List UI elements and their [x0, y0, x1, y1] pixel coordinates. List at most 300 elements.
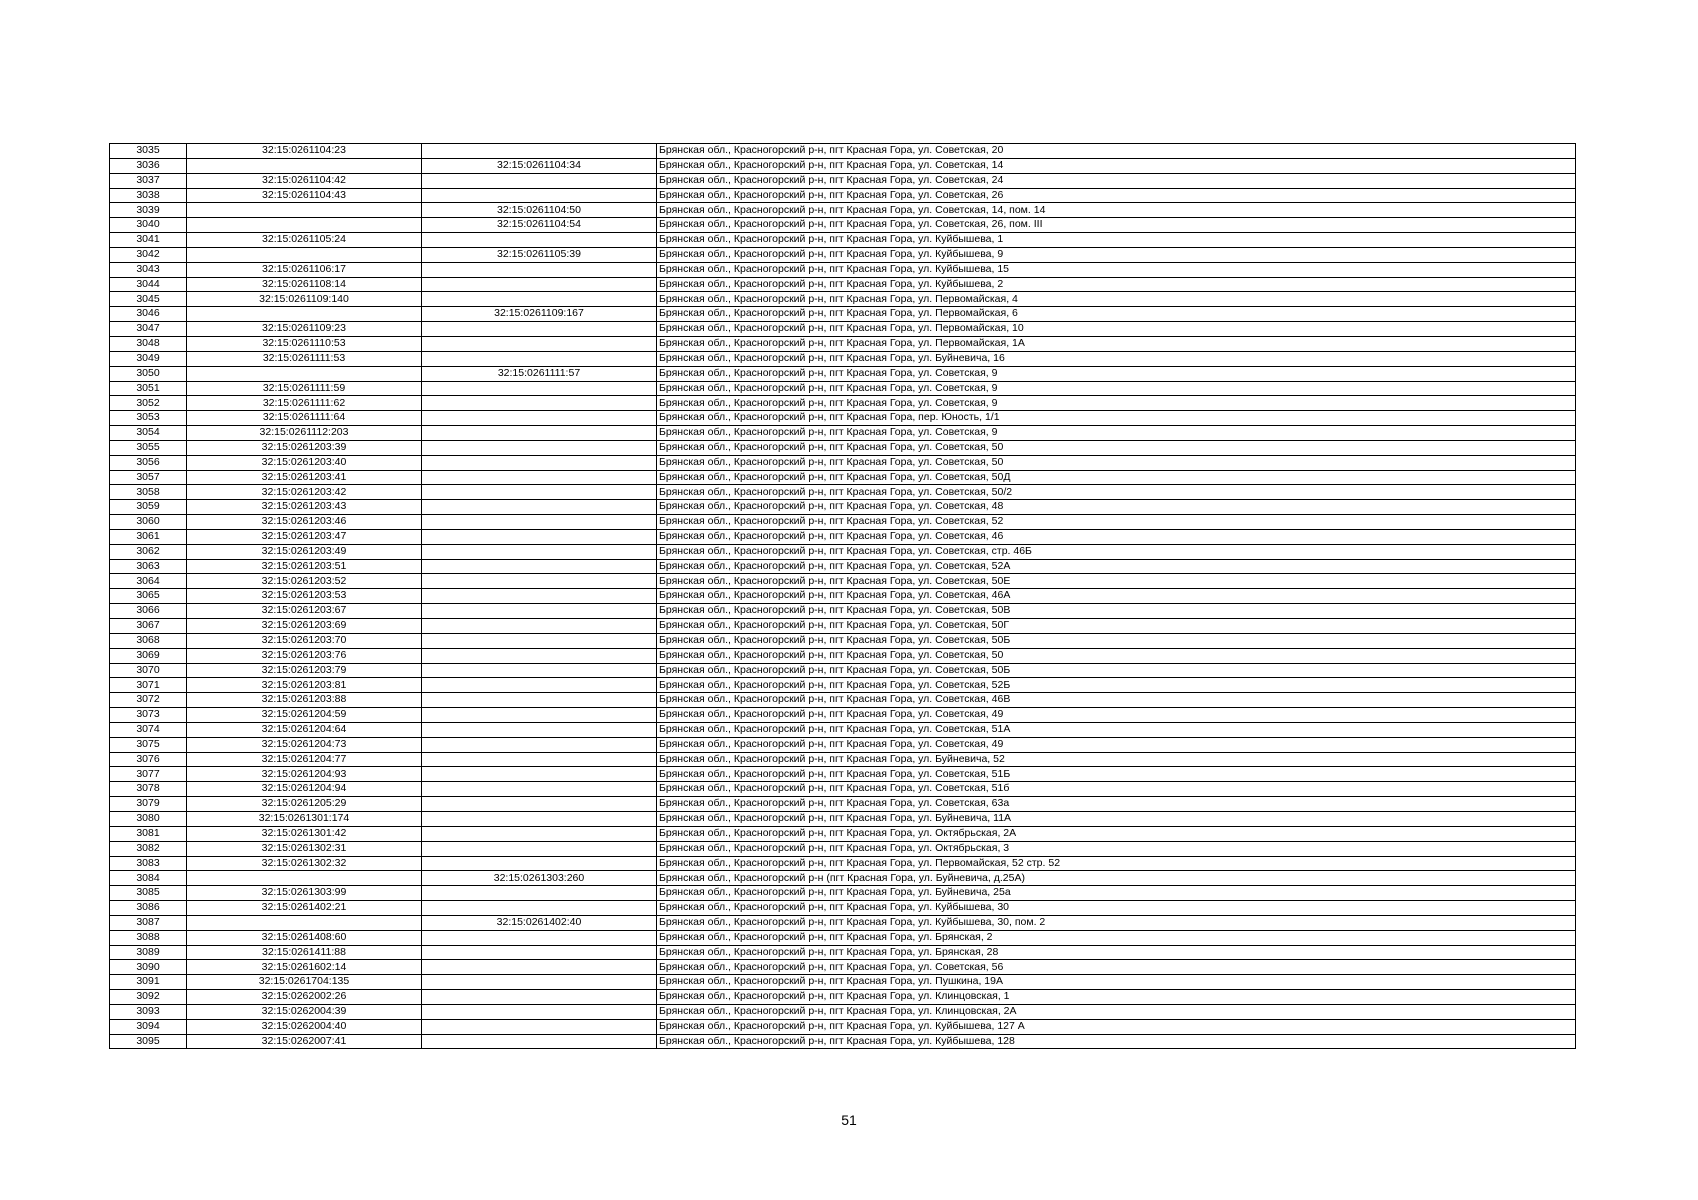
- cadastral-number-cell: 32:15:0261203:76: [187, 648, 422, 663]
- cadastral-number-building-cell: [422, 500, 657, 515]
- address-cell: Брянская обл., Красногорский р-н, пгт Красная Гора, ул. Советская, 24: [657, 173, 1576, 188]
- cadastral-number-cell: 32:15:0261111:64: [187, 411, 422, 426]
- cadastral-number-building-cell: [422, 1019, 657, 1034]
- cadastral-number-cell: 32:15:0261602:14: [187, 960, 422, 975]
- table-row: [110, 381, 1576, 396]
- row-number-cell: 3083: [110, 856, 187, 871]
- cadastral-number-cell: 32:15:0261112:203: [187, 426, 422, 441]
- table-row: [110, 1034, 1576, 1049]
- cadastral-number-cell: 32:15:0261108:14: [187, 277, 422, 292]
- cadastral-number-building-cell: [422, 663, 657, 678]
- address-cell: Брянская обл., Красногорский р-н, пгт Красная Гора, ул. Советская, 52: [657, 515, 1576, 530]
- cadastral-number-cell: 32:15:0261203:79: [187, 663, 422, 678]
- row-number-cell: 3075: [110, 737, 187, 752]
- cadastral-number-cell: 32:15:0261204:94: [187, 782, 422, 797]
- cadastral-number-cell: 32:15:0261203:46: [187, 515, 422, 530]
- address-cell: Брянская обл., Красногорский р-н, пгт Красная Гора, ул. Брянская, 2: [657, 930, 1576, 945]
- address-cell: Брянская обл., Красногорский р-н, пгт Красная Гора, ул. Куйбышева, 2: [657, 277, 1576, 292]
- row-number-cell: 3089: [110, 945, 187, 960]
- table-row: [110, 144, 1576, 159]
- table-row: [110, 544, 1576, 559]
- address-cell: Брянская обл., Красногорский р-н, пгт Красная Гора, ул. Пушкина, 19А: [657, 975, 1576, 990]
- address-cell: Брянская обл., Красногорский р-н, пгт Красная Гора, ул. Советская, 50Б: [657, 633, 1576, 648]
- row-number-cell: 3073: [110, 708, 187, 723]
- address-cell: Брянская обл., Красногорский р-н, пгт Красная Гора, ул. Куйбышева, 128: [657, 1034, 1576, 1049]
- cadastral-number-cell: 32:15:0261203:88: [187, 693, 422, 708]
- cadastral-number-building-cell: [422, 767, 657, 782]
- table-row: [110, 262, 1576, 277]
- address-cell: Брянская обл., Красногорский р-н, пгт Красная Гора, ул. Советская, 49: [657, 737, 1576, 752]
- table-row: [110, 307, 1576, 322]
- table-row: [110, 856, 1576, 871]
- cadastral-number-building-cell: [422, 589, 657, 604]
- address-cell: Брянская обл., Красногорский р-н, пгт Красная Гора, ул. Буйневича, 25а: [657, 886, 1576, 901]
- cadastral-number-cell: 32:15:0261203:69: [187, 619, 422, 634]
- cadastral-number-building-cell: 32:15:0261402:40: [422, 915, 657, 930]
- table-row: [110, 752, 1576, 767]
- table-row: [110, 277, 1576, 292]
- row-number-cell: 3081: [110, 826, 187, 841]
- cadastral-number-cell: [187, 871, 422, 886]
- cadastral-number-cell: 32:15:0261104:42: [187, 173, 422, 188]
- address-cell: Брянская обл., Красногорский р-н, пгт Красная Гора, ул. Советская, 20: [657, 144, 1576, 159]
- row-number-cell: 3041: [110, 233, 187, 248]
- row-number-cell: 3062: [110, 544, 187, 559]
- table-row: [110, 722, 1576, 737]
- address-cell: Брянская обл., Красногорский р-н, пгт Красная Гора, ул. Клинцовская, 1: [657, 990, 1576, 1005]
- table-row: [110, 782, 1576, 797]
- address-cell: Брянская обл., Красногорский р-н, пгт Красная Гора, ул. Куйбышева, 127 А: [657, 1019, 1576, 1034]
- address-cell: Брянская обл., Красногорский р-н, пгт Красная Гора, ул. Октябрьская, 3: [657, 841, 1576, 856]
- cadastral-number-cell: 32:15:0261204:59: [187, 708, 422, 723]
- cadastral-number-cell: 32:15:0261302:31: [187, 841, 422, 856]
- cadastral-number-building-cell: [422, 1034, 657, 1049]
- row-number-cell: 3091: [110, 975, 187, 990]
- table-body: [110, 144, 1576, 1049]
- row-number-cell: 3047: [110, 322, 187, 337]
- cadastral-number-building-cell: 32:15:0261111:57: [422, 366, 657, 381]
- row-number-cell: 3078: [110, 782, 187, 797]
- table-row: [110, 960, 1576, 975]
- cadastral-number-cell: 32:15:0261204:77: [187, 752, 422, 767]
- address-cell: Брянская обл., Красногорский р-н, пгт Красная Гора, ул. Советская, 50В: [657, 604, 1576, 619]
- cadastral-number-building-cell: [422, 797, 657, 812]
- row-number-cell: 3090: [110, 960, 187, 975]
- cadastral-number-cell: [187, 915, 422, 930]
- table-row: [110, 841, 1576, 856]
- row-number-cell: 3042: [110, 247, 187, 262]
- cadastral-number-building-cell: [422, 1004, 657, 1019]
- table-row: [110, 322, 1576, 337]
- cadastral-number-cell: 32:15:0261203:81: [187, 678, 422, 693]
- address-cell: Брянская обл., Красногорский р-н, пгт Красная Гора, ул. Куйбышева, 15: [657, 262, 1576, 277]
- address-cell: Брянская обл., Красногорский р-н, пгт Красная Гора, ул. Куйбышева, 9: [657, 247, 1576, 262]
- cadastral-number-building-cell: [422, 529, 657, 544]
- row-number-cell: 3048: [110, 336, 187, 351]
- address-cell: Брянская обл., Красногорский р-н, пгт Красная Гора, ул. Советская, 50: [657, 440, 1576, 455]
- cadastral-number-cell: 32:15:0261203:39: [187, 440, 422, 455]
- address-cell: Брянская обл., Красногорский р-н, пгт Красная Гора, ул. Первомайская, 10: [657, 322, 1576, 337]
- cadastral-number-cell: 32:15:0261204:64: [187, 722, 422, 737]
- address-cell: Брянская обл., Красногорский р-н, пгт Красная Гора, ул. Советская, стр. 46Б: [657, 544, 1576, 559]
- cadastral-number-building-cell: [422, 604, 657, 619]
- row-number-cell: 3052: [110, 396, 187, 411]
- cadastral-number-building-cell: 32:15:0261104:54: [422, 218, 657, 233]
- row-number-cell: 3092: [110, 990, 187, 1005]
- cadastral-number-cell: 32:15:0261303:99: [187, 886, 422, 901]
- address-cell: Брянская обл., Красногорский р-н, пгт Красная Гора, ул. Советская, 50/2: [657, 485, 1576, 500]
- row-number-cell: 3070: [110, 663, 187, 678]
- row-number-cell: 3060: [110, 515, 187, 530]
- table-row: [110, 886, 1576, 901]
- table-row: [110, 366, 1576, 381]
- address-cell: Брянская обл., Красногорский р-н, пгт Красная Гора, ул. Куйбышева, 30: [657, 901, 1576, 916]
- cadastral-number-cell: 32:15:0262004:40: [187, 1019, 422, 1034]
- cadastral-number-building-cell: [422, 396, 657, 411]
- row-number-cell: 3049: [110, 351, 187, 366]
- address-cell: Брянская обл., Красногорский р-н, пгт Красная Гора, ул. Советская, 9: [657, 396, 1576, 411]
- address-cell: Брянская обл., Красногорский р-н, пгт Красная Гора, ул. Советская, 48: [657, 500, 1576, 515]
- cadastral-number-building-cell: 32:15:0261104:34: [422, 158, 657, 173]
- cadastral-number-building-cell: [422, 752, 657, 767]
- address-cell: Брянская обл., Красногорский р-н, пгт Красная Гора, ул. Советская, 14: [657, 158, 1576, 173]
- table-row: [110, 485, 1576, 500]
- table-row: [110, 619, 1576, 634]
- address-cell: Брянская обл., Красногорский р-н, пгт Красная Гора, ул. Советская, 26: [657, 188, 1576, 203]
- table-row: [110, 559, 1576, 574]
- table-row: [110, 233, 1576, 248]
- row-number-cell: 3064: [110, 574, 187, 589]
- cadastral-number-building-cell: [422, 782, 657, 797]
- cadastral-number-cell: 32:15:0261109:140: [187, 292, 422, 307]
- cadastral-number-cell: 32:15:0261104:23: [187, 144, 422, 159]
- row-number-cell: 3069: [110, 648, 187, 663]
- row-number-cell: 3080: [110, 811, 187, 826]
- cadastral-number-building-cell: [422, 990, 657, 1005]
- row-number-cell: 3053: [110, 411, 187, 426]
- cadastral-number-building-cell: [422, 485, 657, 500]
- address-cell: Брянская обл., Красногорский р-н, пгт Красная Гора, ул. Буйневича, 11А: [657, 811, 1576, 826]
- row-number-cell: 3051: [110, 381, 187, 396]
- cadastral-number-cell: 32:15:0261203:42: [187, 485, 422, 500]
- table-row: [110, 440, 1576, 455]
- row-number-cell: 3095: [110, 1034, 187, 1049]
- table-row: [110, 1004, 1576, 1019]
- table-row: [110, 158, 1576, 173]
- cadastral-number-building-cell: [422, 841, 657, 856]
- cadastral-number-cell: 32:15:0261411:88: [187, 945, 422, 960]
- cadastral-number-building-cell: [422, 811, 657, 826]
- address-cell: Брянская обл., Красногорский р-н, пгт Красная Гора, ул. Советская, 50Г: [657, 619, 1576, 634]
- address-cell: Брянская обл., Красногорский р-н, пгт Красная Гора, ул. Советская, 9: [657, 426, 1576, 441]
- address-cell: Брянская обл., Красногорский р-н, пгт Красная Гора, ул. Советская, 51б: [657, 782, 1576, 797]
- address-cell: Брянская обл., Красногорский р-н, пгт Красная Гора, ул. Первомайская, 52 стр. 52: [657, 856, 1576, 871]
- address-cell: Брянская обл., Красногорский р-н, пгт Красная Гора, ул. Советская, 63а: [657, 797, 1576, 812]
- table-row: [110, 574, 1576, 589]
- row-number-cell: 3067: [110, 619, 187, 634]
- cadastral-number-cell: 32:15:0261203:53: [187, 589, 422, 604]
- cadastral-number-building-cell: [422, 886, 657, 901]
- row-number-cell: 3050: [110, 366, 187, 381]
- address-cell: Брянская обл., Красногорский р-н, пгт Красная Гора, ул. Клинцовская, 2А: [657, 1004, 1576, 1019]
- cadastral-number-building-cell: [422, 693, 657, 708]
- row-number-cell: 3054: [110, 426, 187, 441]
- address-cell: Брянская обл., Красногорский р-н, пгт Красная Гора, ул. Советская, 50: [657, 648, 1576, 663]
- cadastral-number-building-cell: [422, 411, 657, 426]
- cadastral-number-cell: 32:15:0261203:51: [187, 559, 422, 574]
- cadastral-number-cell: 32:15:0261205:29: [187, 797, 422, 812]
- cadastral-number-cell: 32:15:0261203:40: [187, 455, 422, 470]
- cadastral-number-building-cell: [422, 648, 657, 663]
- cadastral-number-cell: 32:15:0261704:135: [187, 975, 422, 990]
- row-number-cell: 3036: [110, 158, 187, 173]
- cadastral-number-building-cell: [422, 708, 657, 723]
- row-number-cell: 3088: [110, 930, 187, 945]
- table-row: [110, 529, 1576, 544]
- cadastral-number-cell: 32:15:0261301:42: [187, 826, 422, 841]
- table-row: [110, 292, 1576, 307]
- address-cell: Брянская обл., Красногорский р-н, пгт Красная Гора, ул. Советская, 46: [657, 529, 1576, 544]
- table-row: [110, 173, 1576, 188]
- row-number-cell: 3074: [110, 722, 187, 737]
- row-number-cell: 3094: [110, 1019, 187, 1034]
- cadastral-number-building-cell: [422, 144, 657, 159]
- row-number-cell: 3087: [110, 915, 187, 930]
- table-row: [110, 826, 1576, 841]
- cadastral-number-building-cell: [422, 292, 657, 307]
- row-number-cell: 3059: [110, 500, 187, 515]
- table-row: [110, 396, 1576, 411]
- table-row: [110, 663, 1576, 678]
- address-cell: Брянская обл., Красногорский р-н, пгт Красная Гора, ул. Советская, 26, пом. III: [657, 218, 1576, 233]
- row-number-cell: 3076: [110, 752, 187, 767]
- cadastral-number-building-cell: [422, 633, 657, 648]
- table-row: [110, 871, 1576, 886]
- table-row: [110, 500, 1576, 515]
- row-number-cell: 3043: [110, 262, 187, 277]
- cadastral-number-building-cell: 32:15:0261105:39: [422, 247, 657, 262]
- cadastral-number-cell: 32:15:0261203:52: [187, 574, 422, 589]
- cadastral-number-building-cell: [422, 901, 657, 916]
- cadastral-number-cell: 32:15:0261111:53: [187, 351, 422, 366]
- address-cell: Брянская обл., Красногорский р-н, пгт Красная Гора, ул. Буйневича, 16: [657, 351, 1576, 366]
- cadastral-number-cell: 32:15:0262002:26: [187, 990, 422, 1005]
- table-row: [110, 678, 1576, 693]
- cadastral-number-building-cell: [422, 856, 657, 871]
- row-number-cell: 3085: [110, 886, 187, 901]
- cadastral-number-building-cell: [422, 381, 657, 396]
- row-number-cell: 3040: [110, 218, 187, 233]
- table-row: [110, 945, 1576, 960]
- cadastral-number-cell: [187, 366, 422, 381]
- row-number-cell: 3082: [110, 841, 187, 856]
- cadastral-number-cell: 32:15:0261203:41: [187, 470, 422, 485]
- cadastral-number-building-cell: 32:15:0261303:260: [422, 871, 657, 886]
- table-row: [110, 1019, 1576, 1034]
- cadastral-number-cell: 32:15:0261301:174: [187, 811, 422, 826]
- table-row: [110, 203, 1576, 218]
- cadastral-number-building-cell: [422, 574, 657, 589]
- table-row: [110, 218, 1576, 233]
- cadastral-number-building-cell: [422, 826, 657, 841]
- row-number-cell: 3058: [110, 485, 187, 500]
- cadastral-number-cell: 32:15:0261204:93: [187, 767, 422, 782]
- cadastral-number-building-cell: 32:15:0261104:50: [422, 203, 657, 218]
- cadastral-number-cell: [187, 218, 422, 233]
- cadastral-number-building-cell: [422, 322, 657, 337]
- row-number-cell: 3044: [110, 277, 187, 292]
- cadastral-number-cell: [187, 247, 422, 262]
- address-cell: Брянская обл., Красногорский р-н, пгт Красная Гора, ул. Советская, 52А: [657, 559, 1576, 574]
- cadastral-number-building-cell: [422, 930, 657, 945]
- table-row: [110, 411, 1576, 426]
- table-row: [110, 693, 1576, 708]
- row-number-cell: 3046: [110, 307, 187, 322]
- cadastral-number-cell: 32:15:0261203:43: [187, 500, 422, 515]
- address-cell: Брянская обл., Красногорский р-н, пгт Красная Гора, ул. Октябрьская, 2А: [657, 826, 1576, 841]
- row-number-cell: 3084: [110, 871, 187, 886]
- cadastral-number-cell: 32:15:0261111:59: [187, 381, 422, 396]
- cadastral-number-cell: [187, 158, 422, 173]
- address-cell: Брянская обл., Красногорский р-н, пгт Красная Гора, ул. Советская, 56: [657, 960, 1576, 975]
- cadastral-number-building-cell: [422, 233, 657, 248]
- table-row: [110, 336, 1576, 351]
- table-row: [110, 901, 1576, 916]
- cadastral-number-building-cell: [422, 737, 657, 752]
- row-number-cell: 3063: [110, 559, 187, 574]
- address-cell: Брянская обл., Красногорский р-н, пгт Красная Гора, ул. Советская, 50Д: [657, 470, 1576, 485]
- table-row: [110, 589, 1576, 604]
- address-cell: Брянская обл., Красногорский р-н, пгт Красная Гора, ул. Куйбышева, 1: [657, 233, 1576, 248]
- cadastral-number-cell: 32:15:0261203:70: [187, 633, 422, 648]
- address-cell: Брянская обл., Красногорский р-н, пгт Красная Гора, ул. Куйбышева, 30, пом. 2: [657, 915, 1576, 930]
- row-number-cell: 3045: [110, 292, 187, 307]
- cadastral-number-building-cell: [422, 277, 657, 292]
- table-row: [110, 811, 1576, 826]
- cadastral-number-building-cell: [422, 559, 657, 574]
- row-number-cell: 3056: [110, 455, 187, 470]
- address-cell: Брянская обл., Красногорский р-н, пгт Красная Гора, ул. Советская, 50: [657, 455, 1576, 470]
- cadastral-number-building-cell: [422, 173, 657, 188]
- row-number-cell: 3065: [110, 589, 187, 604]
- table-row: [110, 975, 1576, 990]
- table-row: [110, 188, 1576, 203]
- page-number: 51: [841, 1112, 857, 1128]
- cadastral-number-cell: 32:15:0261408:60: [187, 930, 422, 945]
- row-number-cell: 3072: [110, 693, 187, 708]
- table-row: [110, 708, 1576, 723]
- cadastral-number-building-cell: [422, 515, 657, 530]
- address-cell: Брянская обл., Красногорский р-н, пгт Красная Гора, ул. Советская, 51А: [657, 722, 1576, 737]
- row-number-cell: 3038: [110, 188, 187, 203]
- row-number-cell: 3093: [110, 1004, 187, 1019]
- address-cell: Брянская обл., Красногорский р-н, пгт Красная Гора, пер. Юность, 1/1: [657, 411, 1576, 426]
- cadastral-number-cell: 32:15:0262007:41: [187, 1034, 422, 1049]
- row-number-cell: 3079: [110, 797, 187, 812]
- table-row: [110, 455, 1576, 470]
- table-row: [110, 990, 1576, 1005]
- cadastral-number-cell: 32:15:0261402:21: [187, 901, 422, 916]
- address-cell: Брянская обл., Красногорский р-н, пгт Красная Гора, ул. Брянская, 28: [657, 945, 1576, 960]
- table-row: [110, 515, 1576, 530]
- cadastral-number-building-cell: [422, 426, 657, 441]
- cadastral-number-cell: 32:15:0261203:49: [187, 544, 422, 559]
- address-cell: Брянская обл., Красногорский р-н, пгт Красная Гора, ул. Советская, 50Е: [657, 574, 1576, 589]
- address-cell: Брянская обл., Красногорский р-н, пгт Красная Гора, ул. Советская, 49: [657, 708, 1576, 723]
- address-cell: Брянская обл., Красногорский р-н, пгт Красная Гора, ул. Буйневича, 52: [657, 752, 1576, 767]
- address-cell: Брянская обл., Красногорский р-н, пгт Красная Гора, ул. Первомайская, 6: [657, 307, 1576, 322]
- cadastral-number-cell: 32:15:0261109:23: [187, 322, 422, 337]
- cadastral-number-building-cell: 32:15:0261109:167: [422, 307, 657, 322]
- cadastral-number-building-cell: [422, 440, 657, 455]
- address-cell: Брянская обл., Красногорский р-н, пгт Красная Гора, ул. Первомайская, 1А: [657, 336, 1576, 351]
- row-number-cell: 3077: [110, 767, 187, 782]
- row-number-cell: 3068: [110, 633, 187, 648]
- table-row: [110, 470, 1576, 485]
- table-row: [110, 247, 1576, 262]
- cadastral-number-cell: 32:15:0261105:24: [187, 233, 422, 248]
- table-row: [110, 797, 1576, 812]
- cadastral-number-building-cell: [422, 544, 657, 559]
- cadastral-number-cell: [187, 307, 422, 322]
- cadastral-number-building-cell: [422, 722, 657, 737]
- row-number-cell: 3037: [110, 173, 187, 188]
- cadastral-number-cell: 32:15:0261104:43: [187, 188, 422, 203]
- table-row: [110, 737, 1576, 752]
- row-number-cell: 3066: [110, 604, 187, 619]
- row-number-cell: 3086: [110, 901, 187, 916]
- table-row: [110, 648, 1576, 663]
- table-row: [110, 767, 1576, 782]
- row-number-cell: 3039: [110, 203, 187, 218]
- cadastral-number-building-cell: [422, 188, 657, 203]
- cadastral-number-building-cell: [422, 975, 657, 990]
- cadastral-number-cell: 32:15:0261203:67: [187, 604, 422, 619]
- address-cell: Брянская обл., Красногорский р-н, пгт Красная Гора, ул. Советская, 46В: [657, 693, 1576, 708]
- cadastral-number-cell: 32:15:0261204:73: [187, 737, 422, 752]
- cadastral-number-building-cell: [422, 945, 657, 960]
- row-number-cell: 3057: [110, 470, 187, 485]
- cadastral-number-building-cell: [422, 470, 657, 485]
- table-row: [110, 633, 1576, 648]
- address-cell: Брянская обл., Красногорский р-н, пгт Красная Гора, ул. Советская, 50Б: [657, 663, 1576, 678]
- cadastral-number-cell: 32:15:0261302:32: [187, 856, 422, 871]
- cadastral-number-building-cell: [422, 336, 657, 351]
- address-cell: Брянская обл., Красногорский р-н, пгт Красная Гора, ул. Первомайская, 4: [657, 292, 1576, 307]
- address-cell: Брянская обл., Красногорский р-н (пгт Красная Гора, ул. Буйневича, д.25А): [657, 871, 1576, 886]
- row-number-cell: 3035: [110, 144, 187, 159]
- table-row: [110, 915, 1576, 930]
- table-row: [110, 604, 1576, 619]
- cadastral-number-building-cell: [422, 619, 657, 634]
- table-row: [110, 930, 1576, 945]
- address-cell: Брянская обл., Красногорский р-н, пгт Красная Гора, ул. Советская, 46А: [657, 589, 1576, 604]
- table-row: [110, 351, 1576, 366]
- cadastral-number-building-cell: [422, 960, 657, 975]
- cadastral-number-cell: [187, 203, 422, 218]
- address-cell: Брянская обл., Красногорский р-н, пгт Красная Гора, ул. Советская, 14, пом. 14: [657, 203, 1576, 218]
- address-cell: Брянская обл., Красногорский р-н, пгт Красная Гора, ул. Советская, 9: [657, 366, 1576, 381]
- cadastral-number-cell: 32:15:0261106:17: [187, 262, 422, 277]
- cadastral-number-cell: 32:15:0261110:53: [187, 336, 422, 351]
- cadastral-number-cell: 32:15:0261203:47: [187, 529, 422, 544]
- cadastral-number-cell: 32:15:0262004:39: [187, 1004, 422, 1019]
- address-cell: Брянская обл., Красногорский р-н, пгт Красная Гора, ул. Советская, 9: [657, 381, 1576, 396]
- row-number-cell: 3071: [110, 678, 187, 693]
- cadastral-number-cell: 32:15:0261111:62: [187, 396, 422, 411]
- property-table: [109, 143, 1576, 1049]
- address-cell: Брянская обл., Красногорский р-н, пгт Красная Гора, ул. Советская, 51Б: [657, 767, 1576, 782]
